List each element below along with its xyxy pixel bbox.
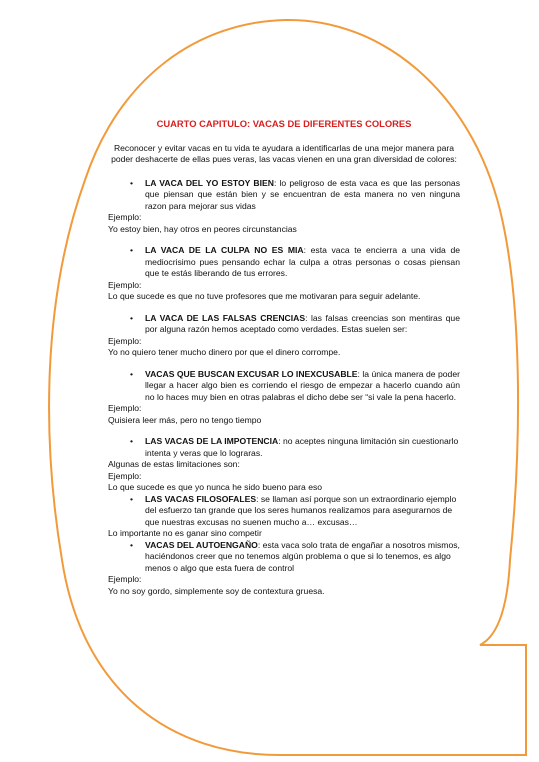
bullet-heading: VACAS QUE BUSCAN EXCUSAR LO INEXCUSABLE bbox=[145, 368, 358, 379]
intro-paragraph: Reconocer y evitar vacas en tu vida te ayudara a identificarlas de una mejor manera para poder deshacerte de ellas pues veras, las vacas vienen en una gran diversidad de colores: bbox=[111, 142, 457, 164]
bullet-heading: LAS VACAS FILOSOFALES bbox=[145, 493, 257, 504]
bullet-item-falsas-creencias bbox=[108, 313, 460, 336]
bullet-icon: • bbox=[130, 368, 134, 379]
example-text: Lo que sucede es que yo nunca he sido bueno para eso bbox=[108, 482, 323, 492]
example-label: Ejemplo: bbox=[108, 574, 142, 584]
bullet-text: : las falsas creencias son mentiras que por alguna razón hemos aceptado como verdades. Estas suelen ser: bbox=[145, 312, 460, 334]
chapter-title: CUARTO CAPITULO: VACAS DE DIFERENTES COLORES bbox=[156, 118, 412, 129]
bullet-item-yo-estoy-bien bbox=[108, 178, 460, 213]
bullet-heading: LAS VACAS DE LA IMPOTENCIA bbox=[145, 436, 279, 446]
document-body bbox=[108, 118, 460, 597]
bullet-text: : lo peligroso de esta vaca es que las personas que piensan que están bien y se encuentran de esta manera no ven ninguna razon para mejorar sus vidas bbox=[145, 177, 460, 211]
example-text: Lo que sucede es que no tuve profesores que me motivaran para seguir adelante. bbox=[108, 291, 421, 301]
example-text: Quisiera leer más, pero no tengo tiempo bbox=[108, 414, 262, 425]
limitations-intro: Algunas de estas limitaciones son: bbox=[108, 459, 240, 469]
bullet-item-filosofales bbox=[108, 494, 460, 529]
bullet-text: : la única manera de poder llegar a hacer algo bien es corriendo el riesgo de empezar a hacerlo cuando aún no lo haces muy bien en otras palabras el dicho debe ser “si vale la pena hacerlo. bbox=[145, 368, 460, 402]
bullet-item-culpa bbox=[108, 245, 460, 280]
bullet-heading: LA VACA DE LA CULPA NO ES MIA bbox=[145, 245, 304, 255]
example-text: Yo estoy bien, hay otros en peores circunstancias bbox=[108, 223, 297, 234]
bullet-text: : esta vaca solo trata de engañar a nosotros mismos, haciéndonos creer que no tenemos algún problema o que si lo tenemos, es algo menos o algo que esta fuera de control bbox=[145, 539, 460, 573]
bullet-text: : no aceptes ninguna limitación sin cuestionarlo intenta y veras que lo lograras. bbox=[145, 436, 459, 458]
example-text: Yo no quiero tener mucho dinero por que el dinero corrompe. bbox=[108, 347, 341, 357]
bullet-heading: LA VACA DE LAS FALSAS CRENCIAS bbox=[145, 312, 306, 323]
example-label: Ejemplo: bbox=[108, 212, 142, 222]
bullet-icon: • bbox=[130, 312, 134, 323]
bullet-icon: • bbox=[130, 493, 134, 504]
bullet-icon: • bbox=[130, 177, 134, 188]
example-text: Lo importante no es ganar sino competir bbox=[108, 528, 262, 538]
bullet-item-autoengano bbox=[108, 540, 460, 575]
bullet-heading: LA VACA DEL YO ESTOY BIEN bbox=[145, 177, 274, 188]
bullet-icon: • bbox=[130, 539, 134, 550]
example-label: Ejemplo: bbox=[108, 470, 142, 481]
example-label: Ejemplo: bbox=[108, 279, 142, 290]
example-text: Yo no soy gordo, simplemente soy de contextura gruesa. bbox=[108, 585, 325, 596]
bullet-icon: • bbox=[130, 436, 134, 446]
example-label: Ejemplo: bbox=[108, 335, 142, 346]
example-label: Ejemplo: bbox=[108, 403, 142, 413]
bullet-item-impotencia bbox=[108, 436, 460, 459]
bullet-heading: VACAS DEL AUTOENGAÑO bbox=[145, 539, 258, 550]
bullet-icon: • bbox=[130, 245, 134, 255]
bullet-item-excusar bbox=[108, 369, 460, 404]
bullet-text: : esta vaca te encierra a una vida de mediocrisimo pues pensando echar la culpa a otras personas o cosas piensan que te estás liberando de tus errores. bbox=[145, 245, 460, 278]
bullet-text: : se llaman así porque son un extraordinario ejemplo del esfuerzo tan grande que los seres humanos realizamos para asegurarnos de que nuestras excusas no suenen mucho a… excusas… bbox=[145, 493, 457, 527]
